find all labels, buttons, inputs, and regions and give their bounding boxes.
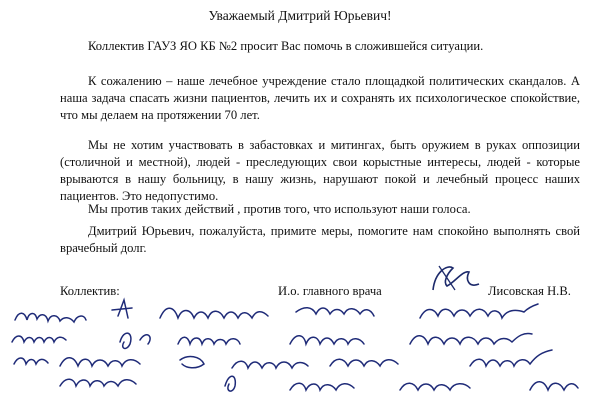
paragraph-against: Мы против таких действий , против того, что используют наши голоса. (88, 202, 471, 216)
paragraph-scandals: К сожалению – наше лечебное учреждение стало площадкой политических скандалов. А наша задача спасать жизни пациентов, лечить их и сохранять их психологическое спокойствие, что мы делаем на протяжении 70 лет. (60, 74, 580, 122)
collective-label: Коллектив: (60, 284, 120, 298)
handwritten-signatures (0, 290, 600, 400)
letter-greeting: Уважаемый Дмитрий Юрьевич! (208, 8, 392, 23)
paragraph-protests: Мы не хотим участвовать в забастовках и митингах, быть оружием в руках оппозиции (столичной и местной), людей - преследующих свои корыстные интересы, людей - которые врываются в нашу больницу, в нашу жизнь, нарушают покой и лечебный процесс наших пациентов. Это недопустимо. (60, 138, 580, 203)
paragraph-request: Дмитрий Юрьевич, пожалуйста, примите меры, помогите нам спокойно выполнять свой врачебный долг. (60, 224, 580, 255)
paragraph-intro: Коллектив ГАУЗ ЯО КБ №2 просит Вас помочь в сложившейся ситуации. (88, 39, 484, 53)
head-name: Лисовская Н.В. (488, 284, 571, 298)
acting-head-label: И.о. главного врача (278, 284, 382, 298)
